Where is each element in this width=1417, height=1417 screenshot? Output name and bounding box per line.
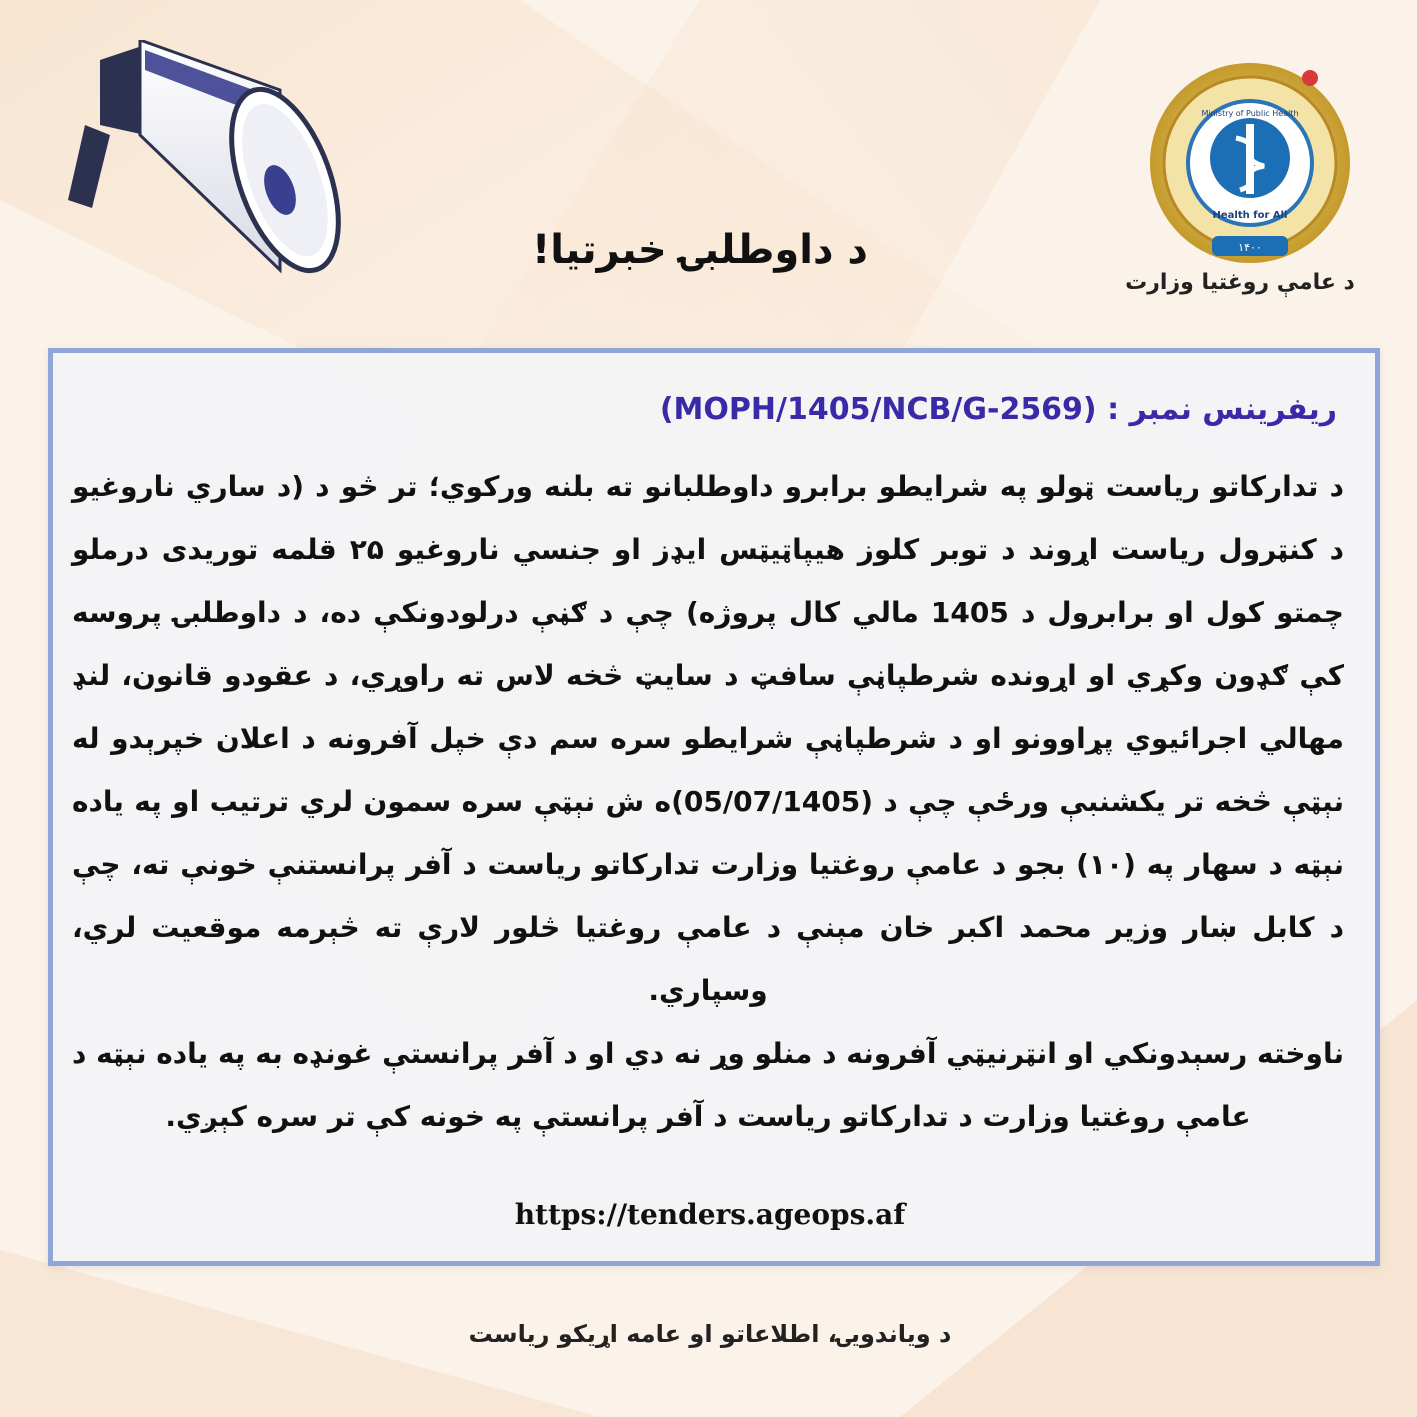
reference-line [660, 392, 1337, 427]
reference-label: ریفرینس نمبر : [1107, 392, 1337, 427]
reference-number: (MOPH/1405/NCB/G-2569) [659, 392, 1097, 427]
seal-year: ۱۴۰۰ [1238, 241, 1262, 254]
tenders-link[interactable]: https://tenders.ageops.af [514, 1198, 906, 1231]
footer-department: د ویاندویۍ، اطلاعاتو او عامه اړیکو ریاست [468, 1320, 952, 1348]
megaphone-icon [50, 40, 350, 290]
notice-paragraph-1: د تدارکاتو ریاست ټولو په شرایطو برابرو داوطلبانو ته بلنه ورکوي؛ تر څو د (د ساري ناروغیو د کنټرول ریاست اړوند د توبر کلوز هیپاټیټس ایډز او جنسي ناروغیو ۲۵ قلمه توریدی درملو چمتو کول او برابرول د 1405 مالي کال پروژه) چې د ګڼې درلودونکې ده، د داوطلبۍ پروسه کې ګډون وکړي او اړونده شرطپاڼې سافټ د سایټ څخه لاس ته راوړي، د عقودو قانون، لنډ مهالي اجرائیوي پړاوونو او د شرطپاڼې شرایطو سره سم دې خپل آفرونه د اعلان خپرېدو له نېټې څخه تر یکشنبې ورځې چې د (05/07/1405)ه ش نېټې سره سمون لري ترتیب او په یاده نېټه د سهار په (۱۰) بجو د عامې روغتیا وزارت تدارکاتو ریاست د آفر پرانستنې خونې ته، چې د کابل ښار وزیر محمد اکبر خان مېنې د عامې روغتیا څلور لارې ته څېرمه موقعیت لري، وسپاري. [72, 470, 1345, 1007]
page-title: د داوطلبۍ خبرتیا! [532, 226, 868, 273]
seal-health-for-all: Health for All [1212, 210, 1288, 221]
notice-body [72, 455, 1344, 1148]
notice-paragraph-2: ناوخته رسېدونکي او انټرنیټي آفرونه د منلو وړ نه دي او د آفر پرانستې غونډه به په یاده نېټه د عامې روغتیا وزارت د تدارکاتو ریاست د آفر پرانستې په خونه کې تر سره کېږي. [72, 1037, 1344, 1133]
ministry-name: د عامې روغتیا وزارت [1125, 270, 1355, 295]
ministry-seal-logo [1140, 58, 1360, 268]
seal-ministry-text: Ministry of Public Health [1201, 109, 1299, 118]
